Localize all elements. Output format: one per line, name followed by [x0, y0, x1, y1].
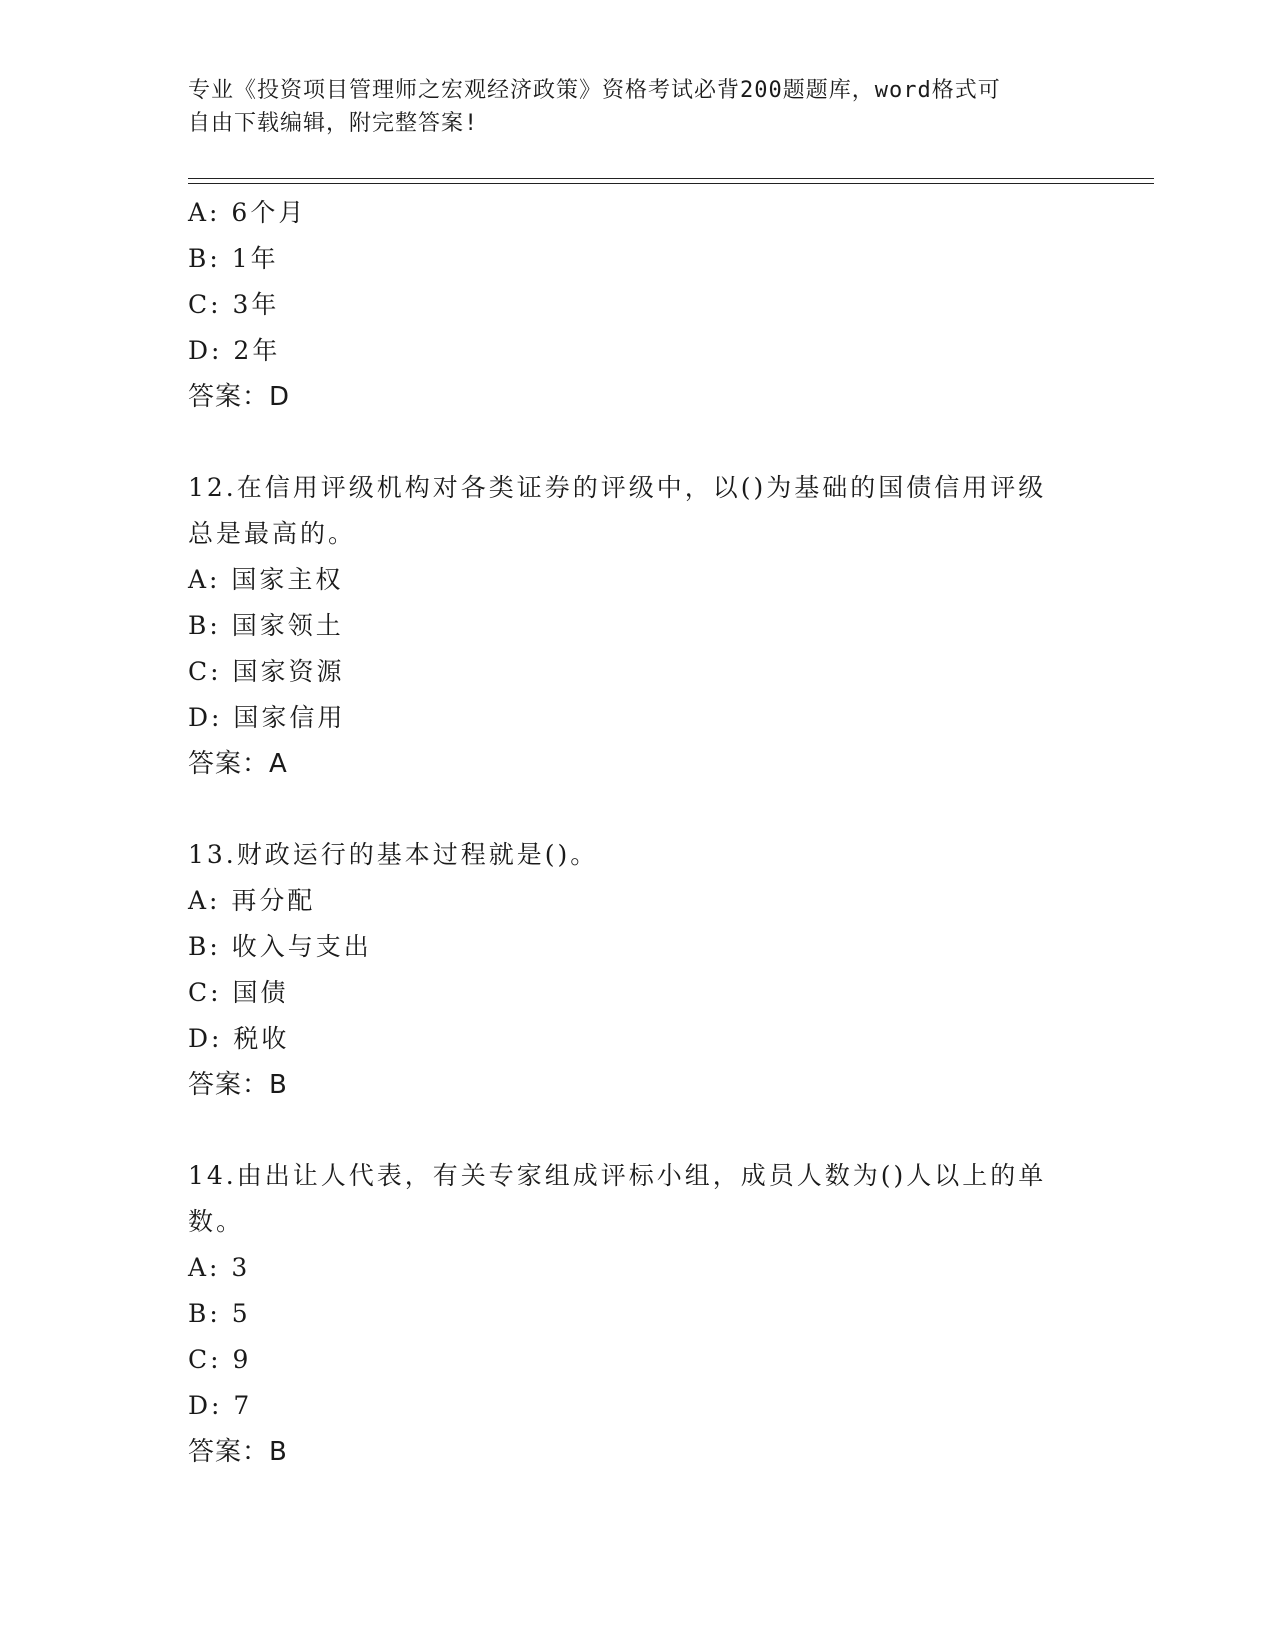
- option-a: A: 国家主权: [188, 565, 344, 594]
- option-b: B: 5: [188, 1299, 251, 1328]
- question-text-line-2: 总是最高的。: [188, 519, 357, 548]
- header-line-2: 自由下载编辑，附完整答案!: [188, 111, 479, 136]
- option-a: A: 6个月: [188, 198, 307, 227]
- question-text-line-2: 数。: [188, 1207, 245, 1236]
- option-d: D: 2年: [188, 336, 281, 365]
- answer-label: 答案：D: [188, 382, 291, 412]
- option-d: D: 税收: [188, 1024, 290, 1053]
- question-11: [188, 190, 1088, 420]
- option-b: B: 1年: [188, 244, 279, 273]
- question-spacer: [188, 1108, 1088, 1153]
- option-b: B: 收入与支出: [188, 932, 372, 961]
- header-line-1: 专业《投资项目管理师之宏观经济政策》资格考试必背200题题库，word格式可: [188, 78, 1001, 103]
- question-13: [188, 832, 1088, 1108]
- question-text-line-1: 12.在信用评级机构对各类证券的评级中，以()为基础的国债信用评级: [188, 473, 1047, 502]
- option-d: D: 国家信用: [188, 703, 346, 732]
- question-list: [188, 190, 1088, 1475]
- question-spacer: [188, 420, 1088, 465]
- answer-label: 答案：B: [188, 1070, 288, 1100]
- option-a: A: 再分配: [188, 886, 316, 915]
- answer-label: 答案：A: [188, 749, 288, 779]
- option-a: A: 3: [188, 1253, 251, 1282]
- option-c: C: 国债: [188, 978, 289, 1007]
- question-spacer: [188, 787, 1088, 832]
- document-header: [188, 74, 1088, 140]
- question-text-line-1: 14.由出让人代表，有关专家组成评标小组，成员人数为()人以上的单: [188, 1161, 1047, 1190]
- question-12: [188, 465, 1088, 787]
- option-d: D: 7: [188, 1391, 253, 1420]
- option-c: C: 3年: [188, 290, 280, 319]
- header-divider-top: [188, 178, 1154, 179]
- option-c: C: 9: [188, 1345, 252, 1374]
- question-14: [188, 1153, 1088, 1475]
- option-c: C: 国家资源: [188, 657, 345, 686]
- question-text-line-1: 13.财政运行的基本过程就是()。: [188, 840, 599, 869]
- header-divider-bottom: [188, 183, 1154, 184]
- answer-label: 答案：B: [188, 1437, 288, 1467]
- option-b: B: 国家领土: [188, 611, 344, 640]
